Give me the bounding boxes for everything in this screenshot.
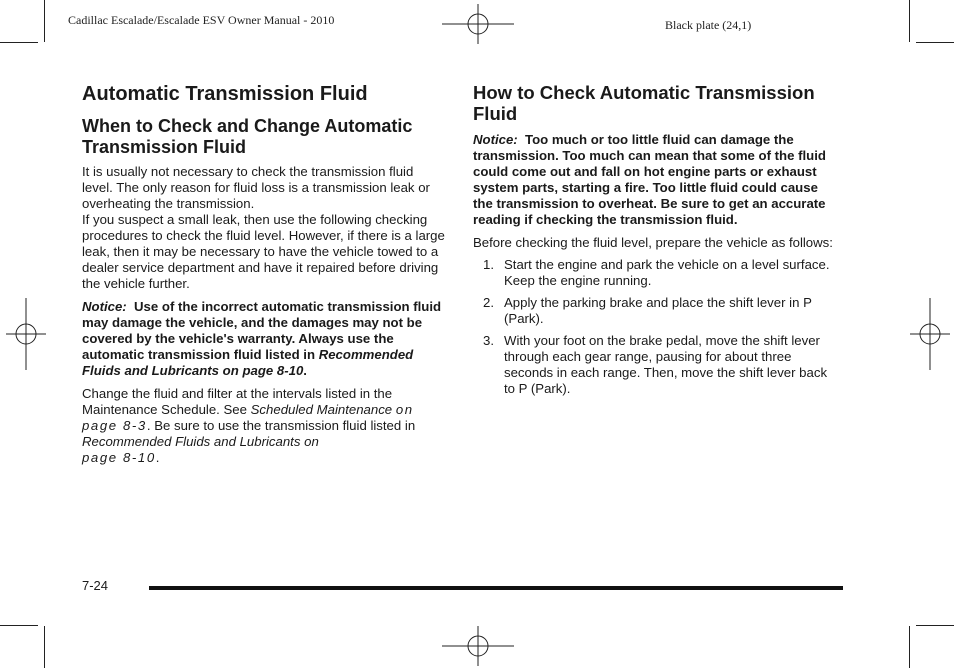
step-number: 1. (483, 257, 494, 272)
notice-block (473, 132, 837, 228)
punctuation: . (155, 450, 160, 465)
notice-block (82, 299, 446, 379)
notice-text: Use of the incorrect automatic transmission fluid may damage the vehicle, and the damages may not be covered by the vehicle's warranty. Always use the automatic transmission fluid listed in (82, 299, 442, 362)
step-text: With your foot on the brake pedal, move the shift lever through each gear range, pausing for about three seconds in each range. Then, move the shift lever back to P (Park). (504, 333, 828, 396)
step-text: Start the engine and park the vehicle on a level surface. Keep the engine running. (504, 257, 830, 288)
paragraph: It is usually not necessary to check the transmission fluid level. The only reason for fluid loss is a transmission leak or overheating the transmission. (82, 164, 430, 211)
print-header-title: Cadillac Escalade/Escalade ESV Owner Manual - 2010 (68, 13, 335, 27)
crop-mark (909, 626, 910, 668)
page-number: 7-24 (82, 578, 109, 593)
right-column (473, 82, 837, 403)
registration-mark-bottom (442, 626, 514, 666)
subsection-title: When to Check and Change Automatic Transmission Fluid (82, 116, 413, 157)
crop-mark (44, 626, 45, 668)
list-item (473, 333, 837, 397)
registration-mark-top (442, 4, 514, 44)
step-text: Apply the parking brake and place the shift lever in P (Park). (504, 295, 812, 326)
cross-reference: Scheduled Maintenance (250, 402, 393, 417)
paragraph: If you suspect a small leak, then use the following checking procedures to check the fluid level. However, if there is a large leak, then it may be necessary to have the vehicle towed to a dealer service department and have it repaired before driving the vehicle further. (82, 212, 445, 291)
notice-text: Too much or too little fluid can damage the transmission. Too much can mean that some of the fluid could come out and fall on hot engine parts or exhaust system parts, starting a fire. Too little fluid could cause the transmission to overheat. Be sure to get an accurate reading if checking the transmission fluid. (473, 132, 826, 227)
registration-mark-left (6, 298, 46, 370)
crop-mark (0, 625, 38, 626)
section-title: Automatic Transmission Fluid (82, 83, 368, 105)
paragraph (82, 386, 446, 466)
notice-label: Notice: (473, 132, 518, 147)
punctuation: . (303, 363, 307, 378)
cross-reference-page: on page 8-3 (82, 402, 414, 433)
list-item (473, 295, 837, 327)
cross-reference: Recommended Fluids and Lubricants on (82, 434, 319, 449)
cross-reference-page: page 8-10 (82, 450, 156, 465)
crop-mark (916, 625, 954, 626)
crop-mark (909, 0, 910, 42)
crop-mark (44, 0, 45, 42)
crop-mark (916, 42, 954, 43)
print-header-plate: Black plate (24,1) (665, 18, 752, 32)
paragraph: Before checking the fluid level, prepare the vehicle as follows: (473, 235, 833, 250)
step-number: 3. (483, 333, 494, 348)
step-list (473, 257, 837, 397)
section-title: How to Check Automatic Transmission Fluid (473, 82, 815, 124)
list-item (473, 257, 837, 289)
registration-mark-right (910, 298, 950, 370)
left-column (82, 82, 446, 466)
notice-reference: Recommended Fluids and Lubricants on page 8-10 (82, 347, 414, 378)
step-number: 2. (483, 295, 494, 310)
paragraph-text: Change the fluid and filter at the intervals listed in the Maintenance Schedule. See (82, 386, 393, 417)
footer-rule (149, 586, 843, 590)
crop-mark (0, 42, 38, 43)
notice-label: Notice: (82, 299, 127, 314)
paragraph-text: . Be sure to use the transmission fluid listed in (146, 418, 416, 433)
